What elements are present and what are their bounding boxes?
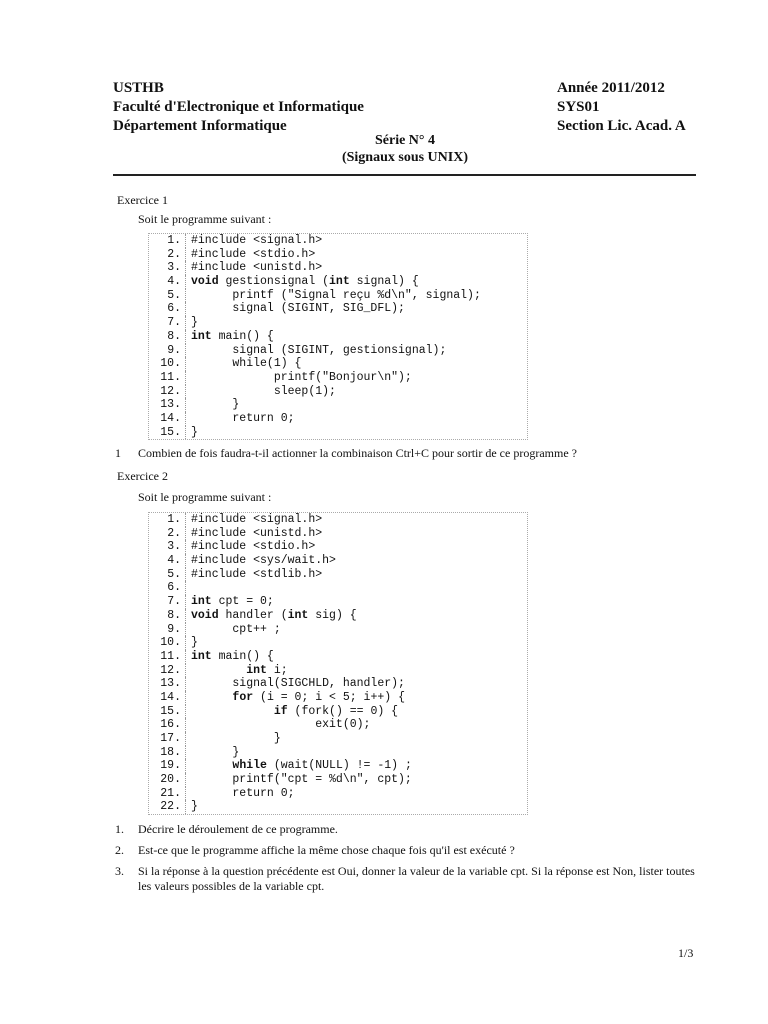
exercise2-code-listing: [148, 512, 528, 815]
exercise1-title: Exercice 1: [117, 193, 168, 207]
code-segment: printf("Bonjour\n");: [191, 370, 412, 384]
code-segment: (wait(NULL) != -1) ;: [266, 759, 412, 773]
code-text: [186, 705, 527, 719]
exercise2-question-1: [115, 822, 705, 837]
line-number: 19.: [149, 759, 186, 773]
code-line: [149, 234, 527, 248]
code-segment: }: [191, 745, 240, 759]
line-number: 2.: [149, 248, 186, 262]
question-text: Décrire le déroulement de ce programme.: [138, 822, 338, 836]
code-segment: }: [191, 398, 240, 412]
code-text: [186, 357, 527, 371]
code-keyword: int: [287, 608, 309, 622]
line-number: 3.: [149, 261, 186, 275]
line-number: 14.: [149, 412, 186, 426]
code-segment: }: [191, 316, 198, 330]
code-text: [186, 746, 527, 760]
question-number: 1.: [115, 822, 124, 836]
exercise2-question-3: [115, 864, 705, 894]
line-number: 16.: [149, 718, 186, 732]
academic-year: Année 2011/2012: [557, 80, 665, 96]
code-line: [149, 636, 527, 650]
line-number: 3.: [149, 540, 186, 554]
code-text: [186, 316, 527, 330]
exercise1-code-listing: [148, 233, 528, 440]
code-segment: sleep(1);: [191, 384, 336, 398]
question-text: Est-ce que le programme affiche la même chose chaque fois qu'il est exécuté ?: [138, 843, 515, 857]
code-line: [149, 385, 527, 399]
faculty-name: Faculté d'Electronique et Informatique: [113, 99, 364, 115]
code-line: [149, 568, 527, 582]
code-segment: }: [191, 425, 198, 439]
question-number: 3.: [115, 864, 124, 878]
code-keyword: int: [191, 329, 212, 343]
code-text: [186, 581, 527, 595]
code-segment: return 0;: [191, 786, 295, 800]
code-text: [186, 371, 527, 385]
code-segment: #include <stdio.h>: [191, 247, 316, 261]
code-text: [186, 398, 527, 412]
code-line: [149, 540, 527, 554]
code-line: [149, 398, 527, 412]
code-segment: signal(SIGCHLD, handler);: [191, 677, 405, 691]
department-name: Département Informatique: [113, 118, 287, 134]
code-line: [149, 371, 527, 385]
header-left: [113, 79, 364, 136]
code-line: [149, 302, 527, 316]
line-number: 15.: [149, 705, 186, 719]
code-text: [186, 650, 527, 664]
code-line: [149, 426, 527, 440]
code-line: [149, 248, 527, 262]
code-line: [149, 412, 527, 426]
code-line: [149, 759, 527, 773]
code-line: [149, 581, 527, 595]
code-text: [186, 234, 527, 248]
line-number: 18.: [149, 746, 186, 760]
code-text: [186, 344, 527, 358]
code-line: [149, 357, 527, 371]
line-number: 12.: [149, 664, 186, 678]
exercise1-question: [115, 446, 705, 461]
line-number: 22.: [149, 800, 186, 814]
code-segment: #include <sys/wait.h>: [191, 554, 336, 568]
code-segment: main() {: [211, 649, 274, 663]
code-segment: [191, 759, 232, 772]
code-line: [149, 623, 527, 637]
code-text: [186, 773, 527, 787]
code-line: [149, 344, 527, 358]
code-segment: while(1) {: [191, 357, 302, 371]
code-text: [186, 623, 527, 637]
code-segment: gestionsignal (: [218, 275, 330, 289]
header-divider: [113, 174, 696, 176]
line-number: 13.: [149, 677, 186, 691]
code-segment: signal) {: [349, 275, 419, 289]
code-line: [149, 746, 527, 760]
code-segment: }: [191, 800, 198, 814]
code-text: [186, 691, 527, 705]
line-number: 6.: [149, 302, 186, 316]
code-line: [149, 800, 527, 814]
code-text: [186, 759, 527, 773]
code-segment: printf ("Signal reçu %d\n", signal);: [191, 288, 481, 302]
question-number: 2.: [115, 843, 124, 857]
line-number: 2.: [149, 527, 186, 541]
code-line: [149, 330, 527, 344]
code-segment: #include <stdio.h>: [191, 540, 316, 554]
line-number: 11.: [149, 650, 186, 664]
code-text: [186, 412, 527, 426]
code-text: [186, 732, 527, 746]
code-segment: cpt = 0;: [211, 595, 274, 609]
code-keyword: while: [232, 759, 267, 773]
exercise2-title: Exercice 2: [117, 469, 168, 483]
line-number: 6.: [149, 581, 186, 595]
section-name: Section Lic. Acad. A: [557, 118, 686, 134]
code-text: [186, 554, 527, 568]
header-right: [557, 79, 686, 136]
code-text: [186, 718, 527, 732]
code-text: [186, 636, 527, 650]
code-segment: main() {: [211, 329, 274, 343]
code-text: [186, 800, 527, 814]
line-number: 12.: [149, 385, 186, 399]
code-line: [149, 691, 527, 705]
code-keyword: int: [246, 663, 267, 677]
code-text: [186, 513, 527, 527]
code-segment: }: [191, 636, 198, 650]
exercise1-intro: Soit le programme suivant :: [138, 212, 272, 226]
code-line: [149, 609, 527, 623]
code-text: [186, 330, 527, 344]
course-code: SYS01: [557, 99, 600, 115]
code-keyword: for: [232, 690, 254, 704]
code-segment: }: [191, 732, 281, 745]
code-segment: #include <unistd.h>: [191, 526, 323, 540]
line-number: 5.: [149, 289, 186, 303]
code-line: [149, 732, 527, 746]
code-segment: i;: [266, 663, 288, 677]
code-text: [186, 677, 527, 691]
serie-title: Série N° 4: [374, 133, 436, 148]
line-number: 10.: [149, 357, 186, 371]
code-line: [149, 289, 527, 303]
line-number: 15.: [149, 426, 186, 440]
line-number: 1.: [149, 234, 186, 248]
code-segment: handler (: [218, 608, 288, 622]
question-text: Si la réponse à la question précédente est Oui, donner la valeur de la variable cpt. Si la réponse est Non, lister toutes les valeurs possibles de la variable cpt.: [138, 864, 695, 893]
code-line: [149, 664, 527, 678]
code-segment: signal (SIGINT, gestionsignal);: [191, 343, 447, 357]
code-segment: [191, 664, 246, 677]
question-text: Combien de fois faudra-t-il actionner la combinaison Ctrl+C pour sortir de ce programme ?: [138, 446, 577, 460]
code-segment: sig) {: [308, 608, 357, 622]
code-line: [149, 261, 527, 275]
code-line: [149, 595, 527, 609]
line-number: 21.: [149, 787, 186, 801]
code-text: [186, 609, 527, 623]
code-keyword: void: [191, 608, 219, 622]
code-text: [186, 527, 527, 541]
page-number: 1/3: [678, 946, 694, 960]
line-number: 8.: [149, 609, 186, 623]
code-segment: exit(0);: [191, 718, 371, 732]
code-keyword: int: [191, 649, 212, 663]
code-line: [149, 705, 527, 719]
code-line: [149, 513, 527, 527]
code-segment: #include <signal.h>: [191, 234, 323, 247]
line-number: 4.: [149, 554, 186, 568]
code-keyword: void: [191, 275, 219, 289]
line-number: 13.: [149, 398, 186, 412]
code-segment: return 0;: [191, 411, 295, 425]
university-name: USTHB: [113, 80, 164, 96]
code-line: [149, 718, 527, 732]
code-keyword: int: [329, 275, 350, 289]
code-segment: cpt++ ;: [191, 622, 281, 636]
code-segment: signal (SIGINT, SIG_DFL);: [191, 302, 405, 316]
code-line: [149, 787, 527, 801]
line-number: 7.: [149, 595, 186, 609]
code-line: [149, 773, 527, 787]
code-line: [149, 554, 527, 568]
code-segment: #include <unistd.h>: [191, 261, 323, 275]
code-text: [186, 261, 527, 275]
code-segment: (i = 0; i < 5; i++) {: [253, 690, 405, 704]
line-number: 1.: [149, 513, 186, 527]
code-segment: [191, 691, 232, 704]
exercise2-question-2: [115, 843, 705, 858]
code-text: [186, 664, 527, 678]
line-number: 5.: [149, 568, 186, 582]
code-text: [186, 302, 527, 316]
code-keyword: if: [273, 704, 288, 718]
line-number: 10.: [149, 636, 186, 650]
code-text: [186, 289, 527, 303]
code-segment: printf("cpt = %d\n", cpt);: [191, 773, 412, 787]
code-line: [149, 275, 527, 289]
line-number: 7.: [149, 316, 186, 330]
line-number: 8.: [149, 330, 186, 344]
code-line: [149, 677, 527, 691]
exercise2-intro: Soit le programme suivant :: [138, 490, 272, 504]
code-segment: [191, 705, 274, 718]
line-number: 9.: [149, 623, 186, 637]
code-text: [186, 426, 527, 440]
code-line: [149, 316, 527, 330]
code-line: [149, 650, 527, 664]
code-segment: (fork() == 0) {: [287, 704, 399, 718]
line-number: 4.: [149, 275, 186, 289]
code-text: [186, 540, 527, 554]
code-text: [186, 248, 527, 262]
code-text: [186, 568, 527, 582]
code-text: [186, 385, 527, 399]
line-number: 17.: [149, 732, 186, 746]
code-text: [186, 787, 527, 801]
question-number: 1: [115, 446, 121, 460]
code-text: [186, 275, 527, 289]
code-line: [149, 527, 527, 541]
code-segment: #include <signal.h>: [191, 513, 323, 526]
line-number: 11.: [149, 371, 186, 385]
code-keyword: int: [191, 595, 212, 609]
line-number: 9.: [149, 344, 186, 358]
code-segment: #include <stdlib.h>: [191, 567, 323, 581]
line-number: 20.: [149, 773, 186, 787]
code-text: [186, 595, 527, 609]
serie-subtitle: (Signaux sous UNIX): [341, 150, 469, 165]
line-number: 14.: [149, 691, 186, 705]
